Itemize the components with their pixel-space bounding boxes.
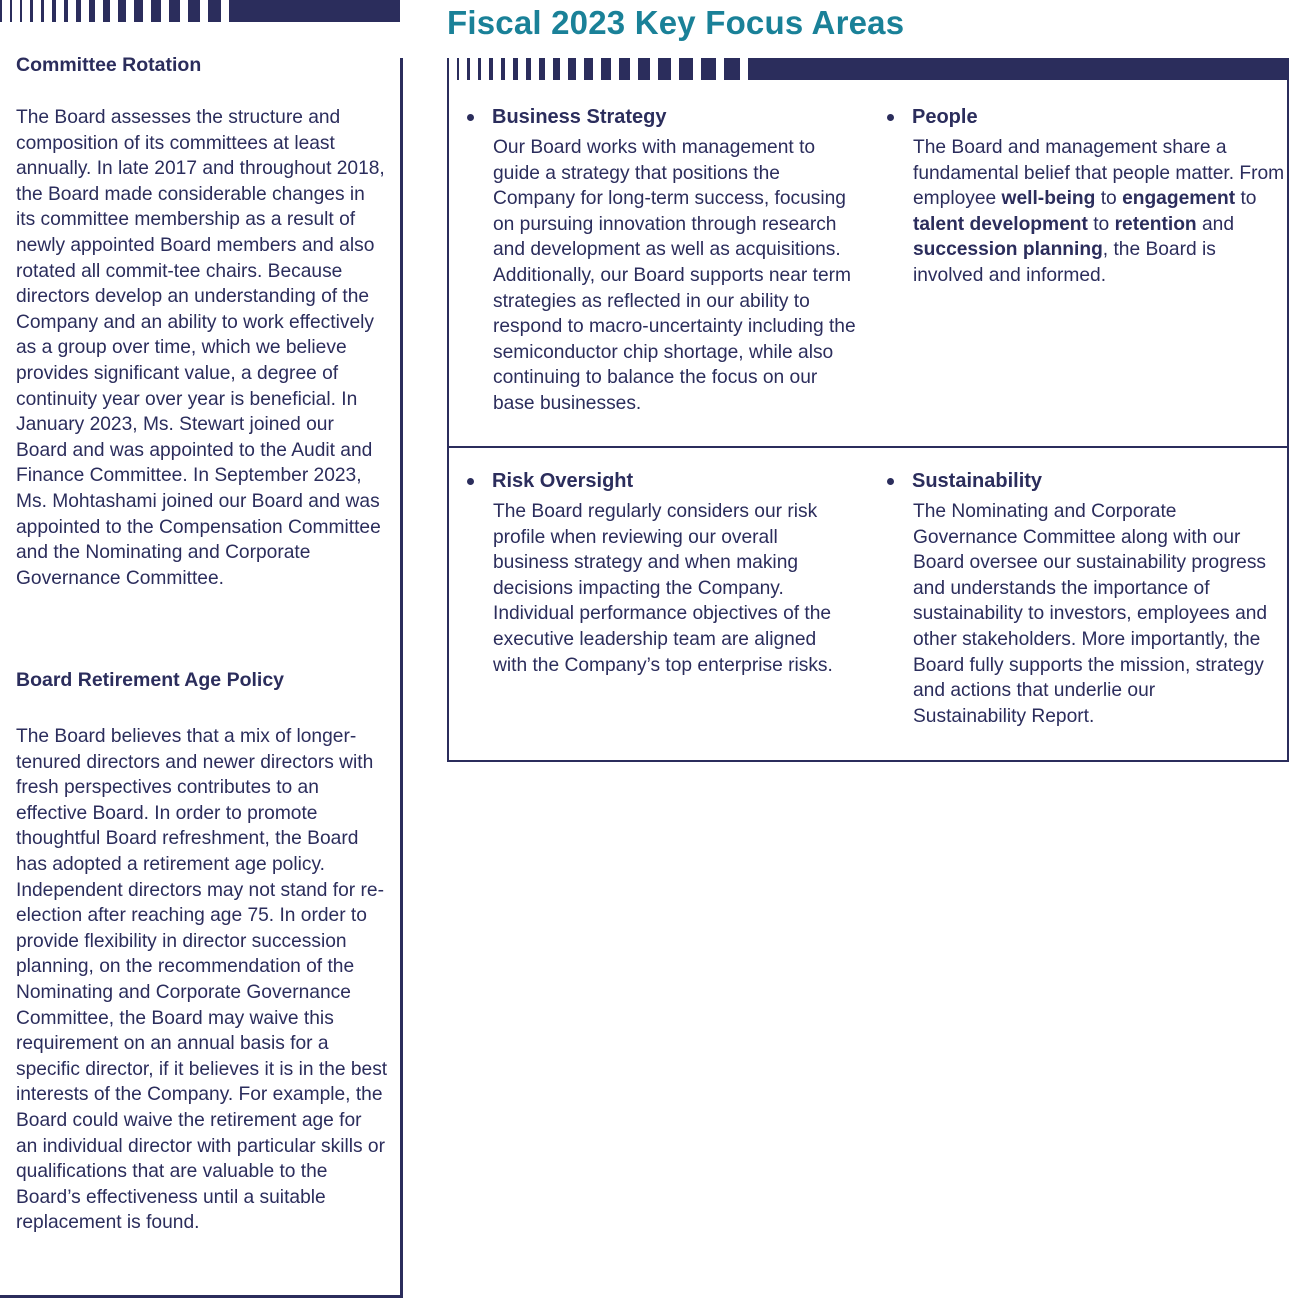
- left-header-stripe-bar: [0, 0, 400, 22]
- people-body: The Board and management share a fundamental belief that people matter. From employee well-being to engagement to talent development to retention and succession planning, the Board is involved and informed.: [913, 137, 1285, 286]
- stripe-tick: [724, 58, 740, 80]
- retirement-policy-body: The Board believes that a mix of longer-tenured directors and newer directors with fresh perspectives contributes to an effective Board. In order to promote thoughtful Board refreshment, the Board has adopted a retirement age policy. Independent directors may not stand for re-election after reaching age 75. In order to provide flexibility in director succession planning, on the recommendation of the Nominating and Corporate Governance Committee, the Board may waive this requirement on an annual basis for a specific director, if it believes it is in the best interests of the Company. For example, the Board could waive the retirement age for an individual director with particular skills or qualifications that are valuable to the Board’s effectiveness until a suitable replacement is found.: [16, 726, 388, 1234]
- stripe-tick: [568, 58, 576, 80]
- stripe-tick: [478, 58, 481, 80]
- stripe-tick: [501, 58, 505, 80]
- sustainability-heading: Sustainability: [912, 470, 1043, 492]
- stripe-tick: [89, 0, 95, 22]
- stripe-tick: [76, 0, 81, 22]
- stripe-tick: [526, 58, 531, 80]
- stripe-tick: [0, 0, 2, 22]
- stripe-tick: [169, 0, 180, 22]
- risk-oversight-heading: Risk Oversight: [492, 470, 634, 492]
- stripe-solid: [229, 0, 400, 22]
- stripe-solid: [748, 58, 1289, 80]
- stripe-tick: [10, 0, 12, 22]
- stripe-tick: [638, 58, 650, 80]
- risk-oversight-body: The Board regularly considers our risk profile when reviewing our overall business strategy and when making decisions impacting the Company. Individual performance objectives of the executive leadership team are aligned with the Company’s top enterprise risks.: [493, 501, 833, 676]
- sustainability-body: The Nominating and Corporate Governance Committee along with our Board oversee our sustainability progress and understands the importance of sustainability to investors, employees and other stakeholders. More importantly, the Board fully supports the mission, strategy and actions that underlie our Sustainability Report.: [913, 501, 1268, 727]
- retirement-policy-heading: Board Retirement Age Policy: [16, 669, 285, 691]
- bullet-icon: [887, 478, 894, 485]
- stripe-tick: [447, 58, 449, 80]
- stripe-tick: [539, 58, 545, 80]
- committee-rotation-body: The Board assesses the structure and composition of its committees at least annually. In late 2017 and throughout 2018, the Board made considerable changes in its committee membership as a result of newly appointed Board members and also rotated all commit-tee chairs. Because directors develop an understanding of the Company and an ability to work effectively as a group over time, which we believe provides significant value, a degree of continuity year over year is beneficial. In January 2023, Ms. Stewart joined our Board and was appointed to the Audit and Finance Committee. In September 2023, Ms. Mohtashami joined our Board and was appointed to the Compensation Committee and the Nominating and Corporate Governance Committee.: [16, 107, 385, 589]
- stripe-tick: [457, 58, 459, 80]
- page-title: Fiscal 2023 Key Focus Areas: [447, 4, 905, 41]
- people-heading: People: [912, 106, 978, 128]
- stripe-tick: [103, 0, 110, 22]
- bullet-icon: [467, 478, 474, 485]
- stripe-tick: [467, 58, 470, 80]
- stripe-tick: [513, 58, 518, 80]
- stripe-tick: [489, 58, 493, 80]
- bullet-icon: [887, 114, 894, 121]
- committee-rotation-heading: Committee Rotation: [16, 54, 202, 76]
- business-strategy-heading: Business Strategy: [492, 106, 667, 128]
- bullet-icon: [467, 114, 474, 121]
- stripe-tick: [701, 58, 716, 80]
- stripe-tick: [584, 58, 593, 80]
- stripe-tick: [658, 58, 671, 80]
- stripe-tick: [118, 0, 126, 22]
- right-header-stripe-bar: [447, 58, 1289, 80]
- stripe-tick: [188, 0, 200, 22]
- stripe-tick: [30, 0, 33, 22]
- stripe-tick: [64, 0, 68, 22]
- stripe-tick: [601, 58, 611, 80]
- stripe-tick: [52, 0, 56, 22]
- stripe-tick: [619, 58, 630, 80]
- business-strategy-body: Our Board works with management to guide a strategy that positions the Company for long-term success, focusing on pursuing innovation through research and development as well as acquisitions. Additionally, our Board supports near term strategies as reflected in our ability to respond to macro-uncertainty including the semiconductor chip shortage, while also continuing to balance the focus on our base businesses.: [493, 137, 856, 414]
- stripe-tick: [20, 0, 22, 22]
- stripe-tick: [208, 0, 221, 22]
- stripe-tick: [151, 0, 161, 22]
- stripe-tick: [553, 58, 560, 80]
- stripe-tick: [41, 0, 44, 22]
- stripe-tick: [679, 58, 693, 80]
- stripe-tick: [134, 0, 143, 22]
- grid-divider: [447, 446, 1289, 448]
